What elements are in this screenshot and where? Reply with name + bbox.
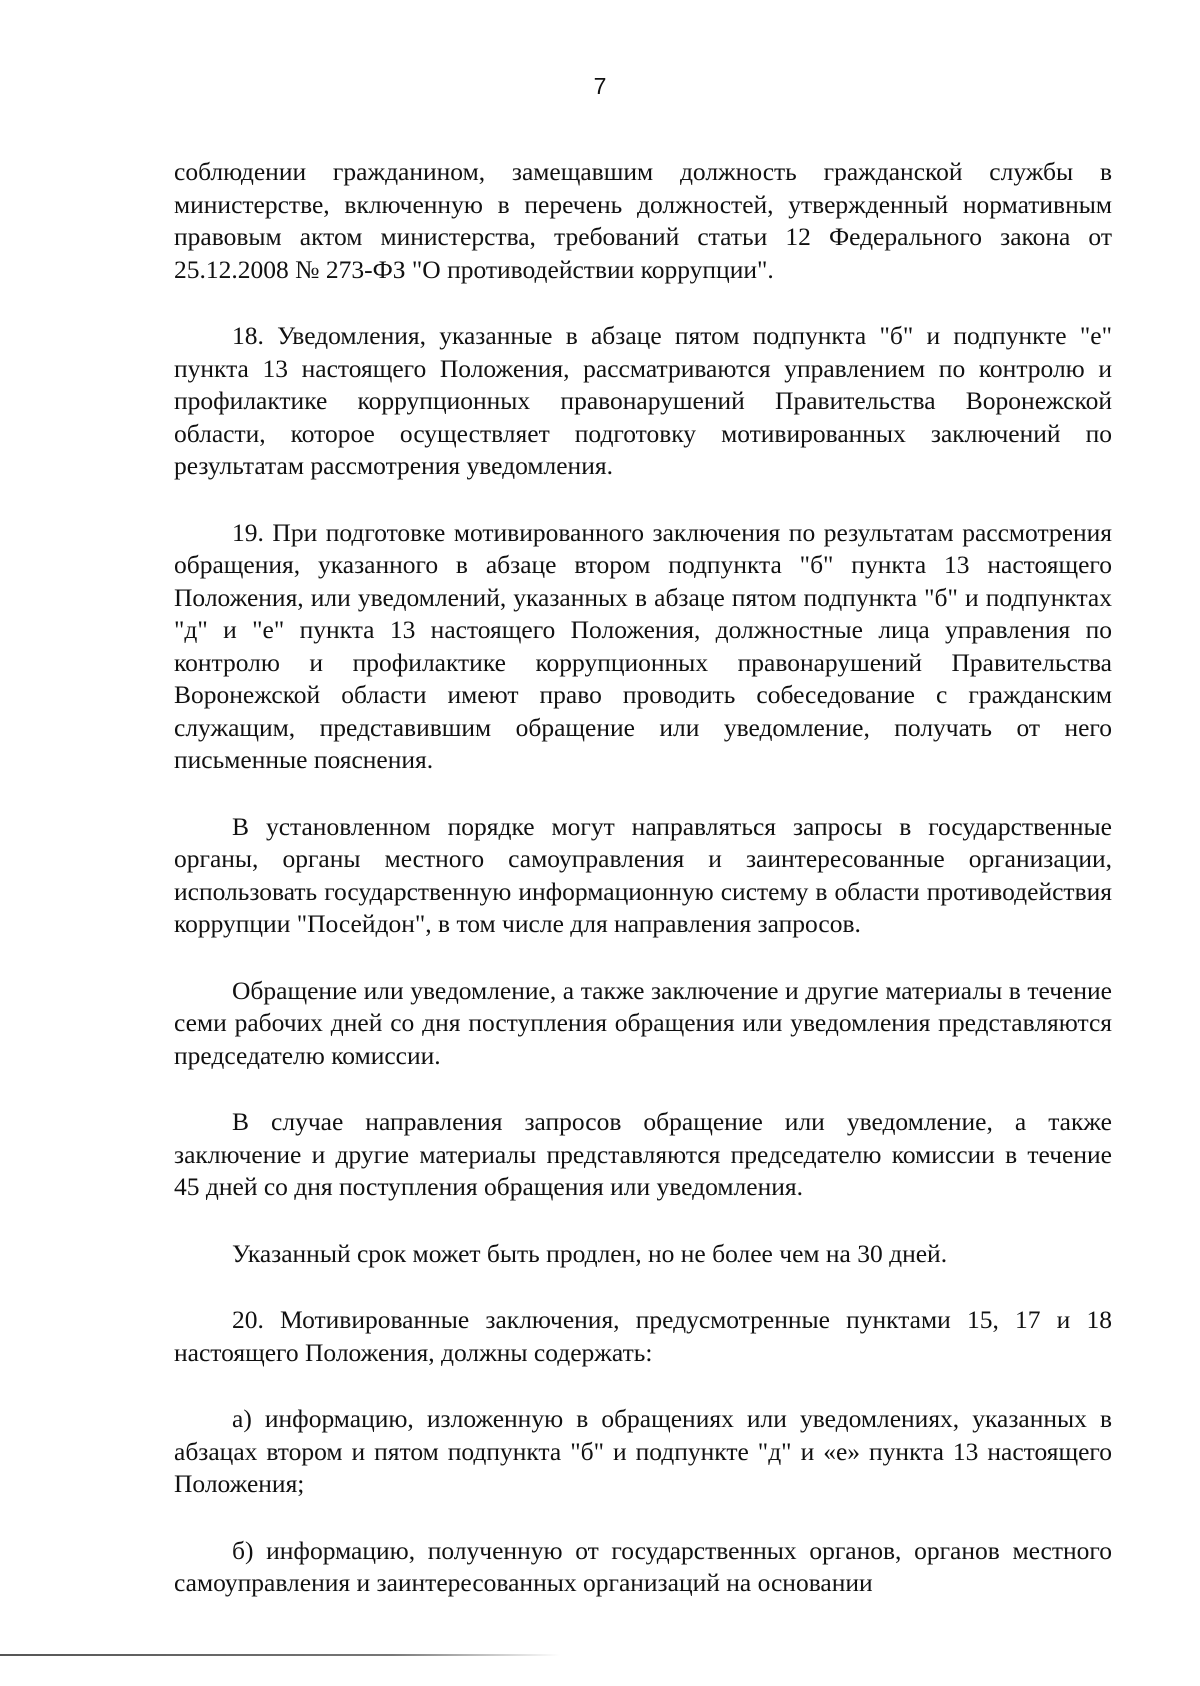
document-body: [174, 156, 1112, 1600]
paragraph-subitem-a: а) информацию, изложенную в обращениях или уведомлениях, указанных в абзацах втором и пятом подпункта "б" и подпункте "д" и «е» пункта 13 настоящего Положения;: [174, 1404, 1112, 1498]
paragraph-continuation: соблюдении гражданином, замещавшим должность гражданской службы в министерстве, включенную в перечень должностей, утвержденный нормативным правовым актом министерства, требований статьи 12 Федерального закона от 25.12.2008 № 273-ФЗ "О противодействии коррупции".: [174, 157, 1112, 284]
scan-edge-line: [0, 1654, 560, 1656]
paragraph-submission: Обращение или уведомление, а также заключение и другие материалы в течение семи рабочих дней со дня поступления обращения или уведомления представляются председателю комиссии.: [174, 975, 1112, 1070]
paragraph-requests: В установленном порядке могут направляться запросы в государственные органы, органы местного самоуправления и заинтересованные организации, использовать государственную информационную систему в области противодействия коррупции "Посейдон", в том числе для направления запросов.: [174, 811, 1112, 938]
paragraph-item-19: 19. При подготовке мотивированного заключения по результатам рассмотрения обращения, указанного в абзаце втором подпункта "б" пункта 13 настоящего Положения, или уведомлений, указанных в абзаце пятом подпункта "б" и подпунктах "д" и "е" пункта 13 настоящего Положения, должностные лица управления по контролю и профилактике коррупционных правонарушений Правительства Воронежской области имеют право проводить собеседование с гражданским служащим, представившим обращение или уведомление, получать от него письменные пояснения.: [174, 517, 1112, 774]
paragraph-requests-deadline: В случае направления запросов обращение или уведомление, а также заключение и другие материалы представляются председателю комиссии в течение 45 дней со дня поступления обращения или уведомления.: [174, 1107, 1112, 1201]
paragraph-item-20: 20. Мотивированные заключения, предусмотренные пунктами 15, 17 и 18 настоящего Положения, должны содержать:: [174, 1305, 1112, 1367]
page-number: 7: [593, 73, 607, 99]
paragraph-subitem-b: б) информацию, полученную от государственных органов, органов местного самоуправления и заинтересованных организаций на основании: [174, 1535, 1112, 1597]
paragraph-item-18: 18. Уведомления, указанные в абзаце пятом подпункта "б" и подпункте "е" пункта 13 настоящего Положения, рассматриваются управлением по контролю и профилактике коррупционных правонарушений Правительства Воронежской области, которое осуществляет подготовку мотивированных заключений по результатам рассмотрения уведомления.: [174, 321, 1112, 480]
paragraph-extension: Указанный срок может быть продлен, но не более чем на 30 дней.: [232, 1238, 948, 1268]
